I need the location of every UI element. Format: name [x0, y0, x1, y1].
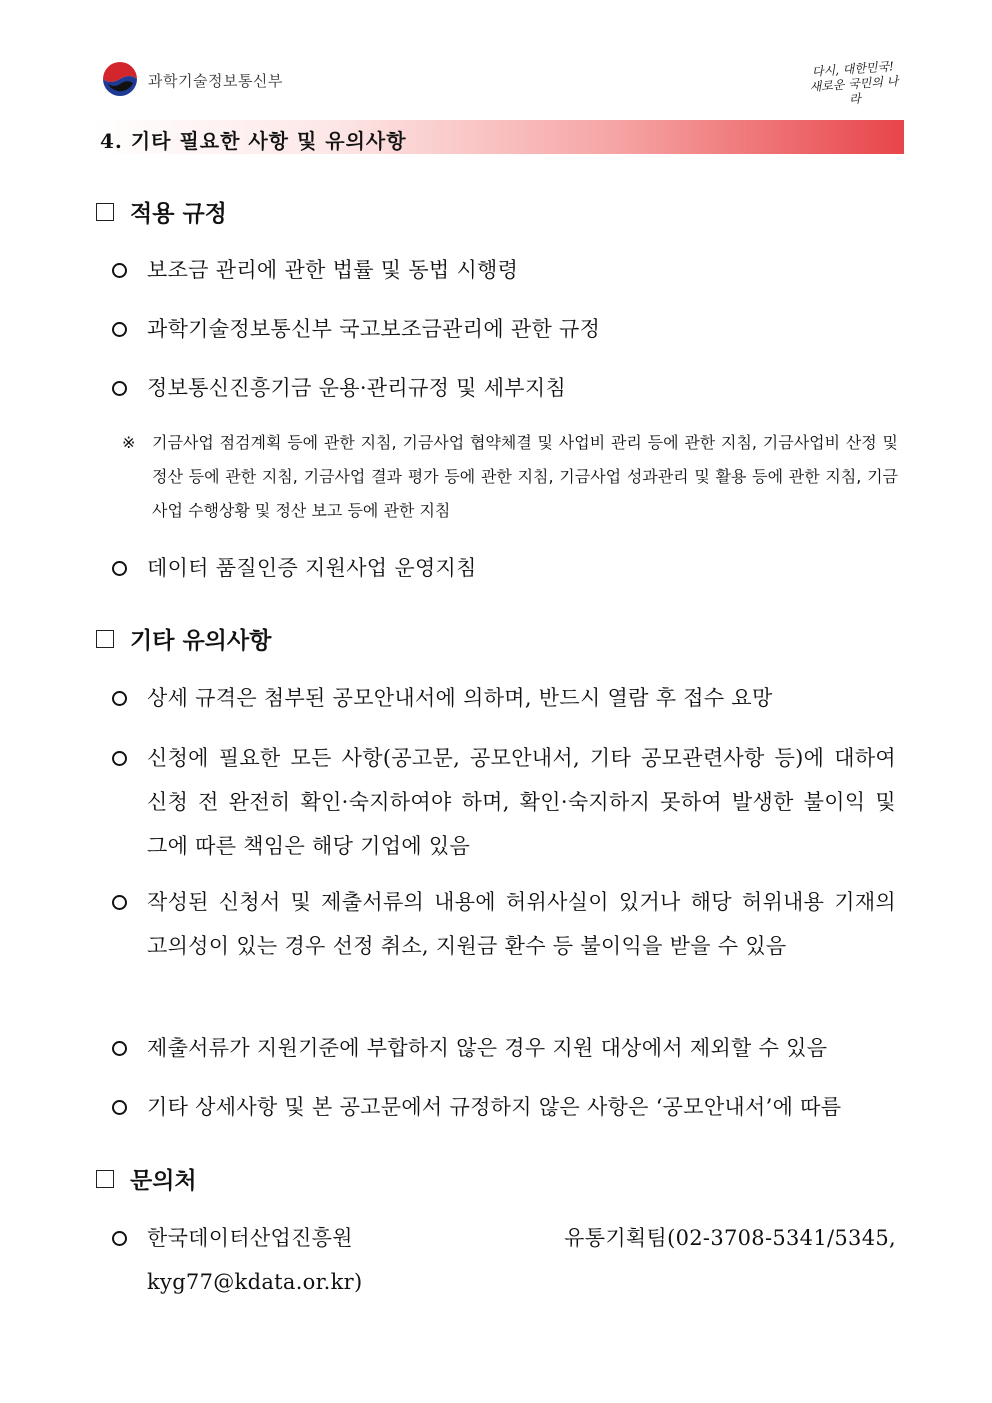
- heading-contact: [96, 1162, 197, 1195]
- slogan-line-1: 다시, 대한민국!: [811, 59, 895, 79]
- list-item: [112, 736, 896, 868]
- heading-applicable-regulations: [96, 195, 227, 228]
- note-text: 기금사업 점검계획 등에 관한 지침, 기금사업 협약체결 및 사업비 관리 등에 관한 지침, 기금사업비 산정 및 정산 등에 관한 지침, 기금사업 결과 평가 등에 관한 지침, 기금사업 성과관리 및 활용 등에 관한 지침, 기금사업 수행상황 및 정산 보고 등에 관한 지침: [152, 433, 898, 520]
- list-item: [112, 1216, 896, 1304]
- list-item: [112, 880, 896, 968]
- checkbox-square-icon: [96, 630, 114, 648]
- government-emblem-icon: [100, 60, 140, 100]
- heading-label: 기타 유의사항: [130, 628, 272, 654]
- circle-bullet-icon: [112, 1041, 127, 1056]
- page-header: [100, 58, 900, 108]
- list-item: [112, 1085, 896, 1129]
- list-item-text: 보조금 관리에 관한 법률 및 동법 시행령: [147, 258, 519, 282]
- list-item: [112, 248, 896, 292]
- list-item-text: 데이터 품질인증 지원사업 운영지침: [147, 556, 477, 580]
- slogan-line-2: 새로운 국민의 나라: [809, 73, 899, 107]
- reference-note: [122, 426, 898, 528]
- contact-text: 한국데이터산업진흥원 유통기획팀(02-3708-5341/5345, kyg77@kdata.or.kr): [147, 1226, 896, 1294]
- heading-label: 적용 규정: [130, 201, 227, 227]
- list-item-text: 제출서류가 지원기준에 부합하지 않은 경우 지원 대상에서 제외할 수 있음: [147, 1036, 828, 1060]
- list-item: [112, 546, 896, 590]
- list-item-text: 기타 상세사항 및 본 공고문에서 규정하지 않은 사항은 ‘공모안내서’에 따름: [147, 1095, 842, 1119]
- note-mark: ※: [122, 433, 136, 452]
- heading-label: 문의처: [130, 1168, 197, 1194]
- section-title-band: [92, 120, 904, 154]
- checkbox-square-icon: [96, 1170, 114, 1188]
- list-item-text: 상세 규격은 첨부된 공모안내서에 의하며, 반드시 열람 후 접수 요망: [147, 686, 773, 710]
- list-item-text: 작성된 신청서 및 제출서류의 내용에 허위사실이 있거나 해당 허위내용 기재의 고의성이 있는 경우 선정 취소, 지원금 환수 등 불이익을 받을 수 있음: [147, 890, 896, 958]
- circle-bullet-icon: [112, 691, 127, 706]
- slogan: [807, 59, 902, 110]
- list-item: [112, 307, 896, 351]
- list-item: [112, 676, 896, 720]
- circle-bullet-icon: [112, 895, 127, 910]
- list-item-text: 정보통신진흥기금 운용·관리규정 및 세부지침: [147, 376, 567, 400]
- list-item: [112, 1026, 896, 1070]
- circle-bullet-icon: [112, 1100, 127, 1115]
- circle-bullet-icon: [112, 263, 127, 278]
- list-item: [112, 366, 896, 410]
- circle-bullet-icon: [112, 751, 127, 766]
- heading-other-notes: [96, 622, 271, 655]
- list-item-text: 과학기술정보통신부 국고보조금관리에 관한 규정: [147, 317, 601, 341]
- circle-bullet-icon: [112, 381, 127, 396]
- section-title: 4. 기타 필요한 사항 및 유의사항: [100, 129, 407, 153]
- circle-bullet-icon: [112, 561, 127, 576]
- circle-bullet-icon: [112, 322, 127, 337]
- organization-name: 과학기술정보통신부: [148, 72, 283, 90]
- list-item-text: 신청에 필요한 모든 사항(공고문, 공모안내서, 기타 공모관련사항 등)에 대하여 신청 전 완전히 확인·숙지하여야 하며, 확인·숙지하지 못하여 발생한 불이익 및 그에 따른 책임은 해당 기업에 있음: [147, 746, 896, 858]
- circle-bullet-icon: [112, 1231, 127, 1246]
- checkbox-square-icon: [96, 203, 114, 221]
